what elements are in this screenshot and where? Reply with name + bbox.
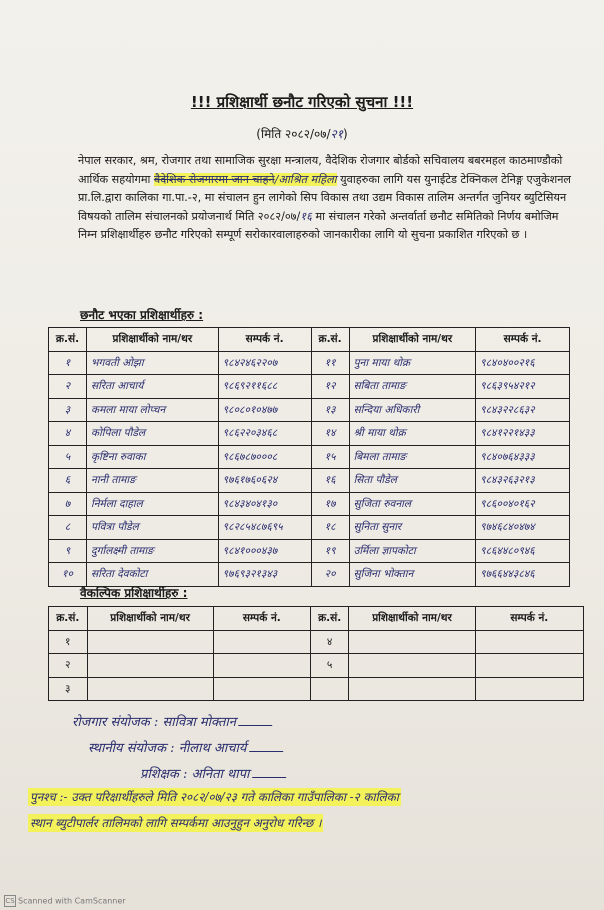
table-cell: १३ (311, 398, 349, 422)
table-cell: २० (311, 563, 349, 587)
table-cell: ३ (49, 398, 87, 422)
table-row (49, 422, 570, 446)
table-cell: ७ (49, 492, 87, 516)
signature-name: सावित्रा मोक्तान (162, 715, 236, 730)
table-cell: सरिता देवकोटा (87, 563, 219, 587)
table-cell: कोपिला पौडेल (87, 422, 219, 446)
table-cell: सरिता आचार्य (87, 375, 219, 399)
table-cell: ३ (49, 677, 88, 701)
table-cell: ९७६६४४३८४६ (476, 563, 570, 587)
table-cell: उर्मिला ज्ञापकोटा (349, 539, 476, 563)
table-cell (349, 630, 475, 654)
table-cell: दुर्गालक्ष्मी तामाङ (87, 539, 219, 563)
table-row (49, 516, 570, 540)
table-row (49, 630, 584, 654)
cs-logo-icon: CS (5, 897, 15, 905)
scanner-watermark (4, 895, 126, 907)
table-cell: ९८४०७६४३३३ (476, 445, 570, 469)
selected-heading: छनौट भएका प्रशिक्षार्थीहरु : (80, 308, 204, 322)
table-cell: १ (49, 351, 87, 375)
table-cell: १० (49, 563, 87, 587)
table-cell: ९८६४४८०९४६ (476, 539, 570, 563)
date-handwritten: २१ (330, 127, 344, 141)
table-row (49, 654, 584, 678)
table-cell: सुनिता सुनार (349, 516, 476, 540)
table-cell: ९८४३४०४१३० (218, 492, 311, 516)
signature-name: अनिता थापा (191, 767, 250, 782)
signature-role: स्थानीय संयोजक : (88, 741, 175, 756)
table-cell: ९८४३२६३२१३ (476, 469, 570, 493)
table-cell (87, 630, 213, 654)
table-cell: ५ (310, 654, 349, 678)
table-cell: सन्दिया अधिकारी (349, 398, 476, 422)
notice-paragraph (78, 152, 578, 245)
table-cell (349, 677, 475, 701)
table-cell: ९८४१२२१४३३ (476, 422, 570, 446)
postscript-note (28, 784, 588, 836)
table-cell: ९ (49, 539, 87, 563)
table-cell (475, 630, 583, 654)
col-header: प्रशिक्षार्थीको नाम/थर (87, 328, 219, 352)
table-cell: पुना माया थोक्र (349, 351, 476, 375)
notice-date (0, 125, 604, 142)
highlighted-text (154, 173, 337, 186)
table-cell: १४ (311, 422, 349, 446)
table-cell: १५ (311, 445, 349, 469)
table-cell: ९८४२४६२२०७ (218, 351, 311, 375)
table-cell: ९७६१७६०६२४ (218, 469, 311, 493)
table-header-row (49, 607, 584, 631)
table-row (49, 398, 570, 422)
signature-local-coordinator (88, 738, 285, 756)
table-cell: ६ (49, 469, 87, 493)
table-cell: ९८०८०१०४७७ (218, 398, 311, 422)
table-cell (87, 654, 213, 678)
col-header: प्रशिक्षार्थीको नाम/थर (87, 607, 213, 631)
signature-coordinator (72, 712, 274, 730)
note-line-1: पुनश्च :- उक्त परिक्षार्थीहरुले मिति २०८२/०७/२३ गते कालिका गाउँपालिका -२ कालिका (30, 790, 399, 804)
table-cell (213, 654, 310, 678)
signature-mark-icon (252, 767, 290, 778)
table-row (49, 445, 570, 469)
table-cell: ४ (310, 630, 349, 654)
table-cell: निर्मला दाहाल (87, 492, 219, 516)
alternates-table (48, 606, 584, 701)
table-cell: भगवती ओझा (87, 351, 219, 375)
col-header: प्रशिक्षार्थीको नाम/थर (349, 607, 475, 631)
table-row (49, 563, 570, 587)
col-header: प्रशिक्षार्थीको नाम/थर (349, 328, 476, 352)
col-header: क्र.सं. (311, 328, 349, 352)
notice-title: !!! प्रशिक्षार्थी छनौट गरिएको सुचना !!! (190, 93, 414, 111)
table-cell: सुजिता रुवनाल (349, 492, 476, 516)
col-header: क्र.सं. (49, 607, 88, 631)
table-cell: १२ (311, 375, 349, 399)
col-header: सम्पर्क नं. (476, 328, 570, 352)
table-cell: ९८२८५४८७६९५ (218, 516, 311, 540)
table-cell: १६ (311, 469, 349, 493)
col-header: क्र.सं. (49, 328, 87, 352)
table-cell: नानी तामाङ (87, 469, 219, 493)
para-highlight-hand: /आश्रित महिला (274, 172, 337, 186)
table-cell: ५ (49, 445, 87, 469)
table-cell: १८ (311, 516, 349, 540)
signature-name: नीलाथ आचार्य (178, 741, 247, 756)
table-cell (310, 677, 349, 701)
table-cell (213, 630, 310, 654)
table-cell: १७ (311, 492, 349, 516)
table-cell: ९८६३९५४२१२ (476, 375, 570, 399)
table-cell (349, 654, 475, 678)
table-cell: ४ (49, 422, 87, 446)
col-header: सम्पर्क नं. (213, 607, 310, 631)
signature-role: रोजगार संयोजक : (72, 715, 159, 730)
date-prefix: (मिति २०८२/०७/ (256, 127, 331, 141)
col-header: क्र.सं. (310, 607, 349, 631)
table-cell: श्री माया थोक्र (349, 422, 476, 446)
table-cell: ९७६९३२१३४३ (218, 563, 311, 587)
selected-table (48, 327, 570, 587)
table-cell: पवित्रा पौडेल (87, 516, 219, 540)
table-header-row (49, 328, 570, 352)
table-cell: २ (49, 654, 88, 678)
table-cell: ८ (49, 516, 87, 540)
table-cell: ९८६९२११६८८ (218, 375, 311, 399)
table-cell: ९८४३२२८६३२ (476, 398, 570, 422)
signature-mark-icon (238, 715, 276, 726)
table-cell (213, 677, 310, 701)
signature-mark-icon (249, 741, 287, 752)
para-date-hand: १६ (300, 209, 312, 223)
table-row (49, 539, 570, 563)
date-suffix: ) (343, 127, 348, 141)
table-row (49, 469, 570, 493)
table-cell: २ (49, 375, 87, 399)
alternates-heading: वैकल्पिक प्रशिक्षार्थीहरु : (80, 586, 188, 600)
table-cell: १९ (311, 539, 349, 563)
table-cell: सबिता तामाङ (349, 375, 476, 399)
signature-trainer (140, 764, 288, 782)
table-cell: सिता पौडेल (349, 469, 476, 493)
table-cell (475, 677, 583, 701)
para-part1: नेपाल सरकार, श्रम, रोजगार तथा सामाजिक सुरक्षा मन्त्रालय, वैदेशिक रोजगार बोर्डको सचिवालय बबरमहल काठमाण्डौको आर्थिक सहयोगमा (78, 154, 563, 186)
table-cell: ९७४६८४०४७४ (476, 516, 570, 540)
table-cell: ९८६२२०३४६८ (218, 422, 311, 446)
signature-role: प्रशिक्षक : (140, 767, 188, 782)
table-cell: ९८६००४०१६२ (476, 492, 570, 516)
table-cell: ९८६७८७०००८ (218, 445, 311, 469)
table-cell: कमला माया लोप्चन (87, 398, 219, 422)
table-cell: १ (49, 630, 88, 654)
table-row (49, 375, 570, 399)
table-cell: ११ (311, 351, 349, 375)
para-part3: मा संचालन गरेको अन्तर्वार्ता छनौट समितिको निर्णय बमोजिम निम्न प्रशिक्षार्थीहरु छनौट गरिएको सम्पूर्ण सरोकारवालाहरुको जानकारीका लागि यो सुचना प्रकाशित गरिएको छ । (78, 209, 559, 242)
table-cell: ९८४०४००२१६ (476, 351, 570, 375)
note-line-2: स्थान ब्युटीपार्लर तालिमको लागि सम्पर्कमा आउनुहुन अनुरोध गरिन्छ । (30, 816, 322, 830)
watermark-text: Scanned with CamScanner (18, 896, 126, 906)
col-header: सम्पर्क नं. (475, 607, 583, 631)
table-cell: बिमला तामाङ (349, 445, 476, 469)
table-cell: सुजिना भोक्तान (349, 563, 476, 587)
para-part2: युवाहरुका लागि यस युनाईटेड टेक्निकल टेनिङ्ग एजुकेशनल प्रा.लि.द्वारा कालिका गा.पा.-२, मा संचालन हुन लागेको सिप विकास तथा उद्यम विकास तालिम अन्तर्गत जुनियर ब्युटिसियन विषयको तालिम संचालनको प्रयोजनार्थ मिति २०८२/०७/ (78, 172, 571, 223)
table-cell: कृष्टिना रुवाका (87, 445, 219, 469)
table-row (49, 677, 584, 701)
table-cell (475, 654, 583, 678)
col-header: सम्पर्क नं. (218, 328, 311, 352)
table-cell: ९८४१०००४३७ (218, 539, 311, 563)
table-row (49, 492, 570, 516)
para-highlight-print: वैदेशिक रोजगारमा जान चाहने (153, 172, 275, 186)
table-row (49, 351, 570, 375)
table-cell (87, 677, 213, 701)
